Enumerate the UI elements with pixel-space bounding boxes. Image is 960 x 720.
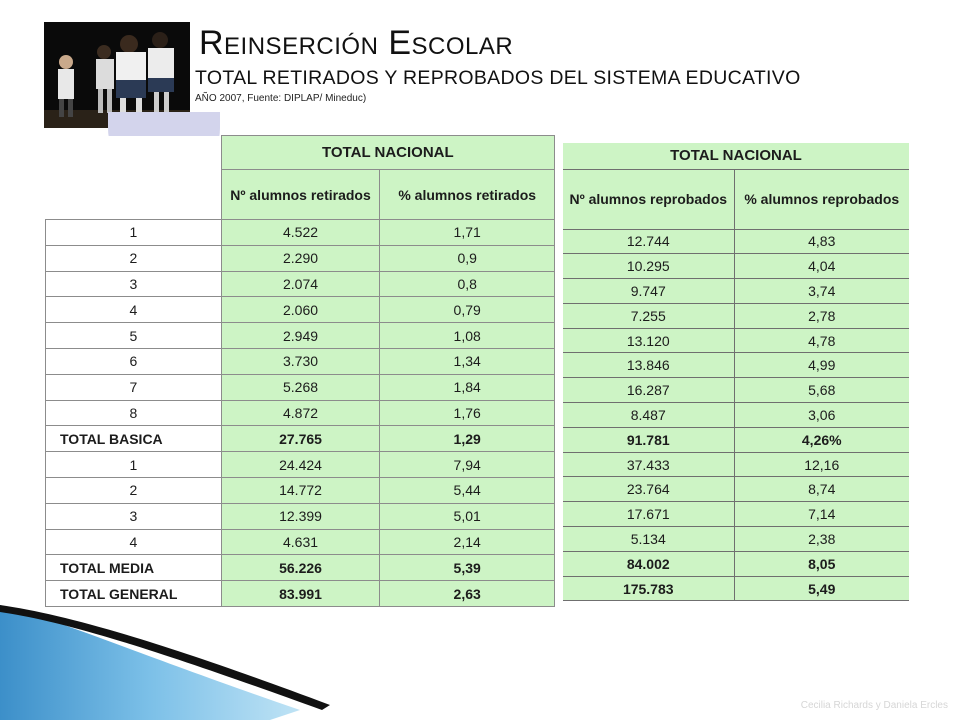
reprobados-count-cell: 13.120 bbox=[563, 328, 734, 353]
table-corner-blank bbox=[46, 136, 222, 220]
retirados-percent-cell: 5,01 bbox=[380, 503, 555, 529]
reprobados-percent-cell: 8,74 bbox=[734, 477, 909, 502]
table-row bbox=[46, 426, 555, 452]
table-row bbox=[46, 374, 555, 400]
table-row bbox=[46, 220, 555, 246]
row-label: TOTAL MEDIA bbox=[46, 555, 222, 581]
table-row bbox=[46, 297, 555, 323]
row-label: 7 bbox=[46, 374, 222, 400]
reprobados-count-cell: 84.002 bbox=[563, 551, 734, 576]
table-row bbox=[46, 452, 555, 478]
row-label: 4 bbox=[46, 297, 222, 323]
reprobados-count-cell: 16.287 bbox=[563, 378, 734, 403]
retirados-percent-cell: 1,84 bbox=[380, 374, 555, 400]
retirados-count-cell: 27.765 bbox=[221, 426, 380, 452]
retirados-count-cell: 56.226 bbox=[221, 555, 380, 581]
row-label: 2 bbox=[46, 245, 222, 271]
retirados-count-cell: 2.074 bbox=[221, 271, 380, 297]
retirados-percent-cell: 1,08 bbox=[380, 323, 555, 349]
retirados-percent-cell: 0,79 bbox=[380, 297, 555, 323]
reprobados-body bbox=[563, 229, 909, 601]
reprobados-count-cell: 13.846 bbox=[563, 353, 734, 378]
retirados-count-cell: 5.268 bbox=[221, 374, 380, 400]
reprobados-count-cell: 23.764 bbox=[563, 477, 734, 502]
table-row bbox=[563, 229, 909, 254]
retirados-count-cell: 24.424 bbox=[221, 452, 380, 478]
reprobados-percent-cell: 12,16 bbox=[734, 452, 909, 477]
retirados-count-cell: 3.730 bbox=[221, 348, 380, 374]
reprobados-col-percent: % alumnos reprobados bbox=[734, 169, 909, 229]
reprobados-percent-cell: 2,38 bbox=[734, 527, 909, 552]
reprobados-count-cell: 91.781 bbox=[563, 427, 734, 452]
reprobados-count-cell: 10.295 bbox=[563, 254, 734, 279]
reprobados-count-cell: 37.433 bbox=[563, 452, 734, 477]
reprobados-percent-cell: 3,06 bbox=[734, 403, 909, 428]
table-row bbox=[563, 502, 909, 527]
row-label: TOTAL BASICA bbox=[46, 426, 222, 452]
table-row bbox=[46, 477, 555, 503]
footer-credit: Cecilia Richards y Daniela Ercles bbox=[800, 700, 948, 711]
table-row bbox=[563, 477, 909, 502]
table-row bbox=[46, 400, 555, 426]
reprobados-percent-cell: 4,78 bbox=[734, 328, 909, 353]
reprobados-percent-cell: 2,78 bbox=[734, 303, 909, 328]
row-label: 6 bbox=[46, 348, 222, 374]
reprobados-percent-cell: 5,49 bbox=[734, 576, 909, 601]
reprobados-table bbox=[563, 143, 909, 601]
table-row bbox=[46, 503, 555, 529]
retirados-count-cell: 14.772 bbox=[221, 477, 380, 503]
retirados-count-cell: 83.991 bbox=[221, 581, 380, 607]
reprobados-count-cell: 17.671 bbox=[563, 502, 734, 527]
table-row bbox=[563, 378, 909, 403]
row-label: 3 bbox=[46, 271, 222, 297]
row-label: 1 bbox=[46, 452, 222, 478]
table-row bbox=[563, 254, 909, 279]
retirados-col-percent: % alumnos retirados bbox=[380, 170, 555, 220]
table-row bbox=[46, 323, 555, 349]
retirados-count-cell: 4.872 bbox=[221, 400, 380, 426]
table-row bbox=[46, 529, 555, 555]
table-row bbox=[563, 551, 909, 576]
retirados-col-count: Nº alumnos retirados bbox=[221, 170, 380, 220]
reprobados-count-cell: 9.747 bbox=[563, 279, 734, 304]
retirados-percent-cell: 5,39 bbox=[380, 555, 555, 581]
table-row bbox=[563, 279, 909, 304]
reprobados-count-cell: 5.134 bbox=[563, 527, 734, 552]
retirados-table bbox=[45, 135, 555, 607]
reprobados-percent-cell: 4,04 bbox=[734, 254, 909, 279]
table-row bbox=[46, 271, 555, 297]
table-row bbox=[563, 427, 909, 452]
retirados-count-cell: 12.399 bbox=[221, 503, 380, 529]
table-row bbox=[563, 403, 909, 428]
row-label: 5 bbox=[46, 323, 222, 349]
table-row bbox=[563, 576, 909, 601]
row-label: 3 bbox=[46, 503, 222, 529]
table-row bbox=[563, 303, 909, 328]
retirados-count-cell: 2.290 bbox=[221, 245, 380, 271]
row-label: 4 bbox=[46, 529, 222, 555]
retirados-percent-cell: 0,9 bbox=[380, 245, 555, 271]
retirados-percent-cell: 5,44 bbox=[380, 477, 555, 503]
reprobados-count-cell: 175.783 bbox=[563, 576, 734, 601]
table-row bbox=[563, 527, 909, 552]
retirados-count-cell: 2.949 bbox=[221, 323, 380, 349]
table-row bbox=[563, 353, 909, 378]
reprobados-percent-cell: 4,99 bbox=[734, 353, 909, 378]
retirados-header: TOTAL NACIONAL bbox=[221, 136, 554, 170]
retirados-percent-cell: 7,94 bbox=[380, 452, 555, 478]
reprobados-count-cell: 8.487 bbox=[563, 403, 734, 428]
table-row bbox=[46, 348, 555, 374]
retirados-percent-cell: 0,8 bbox=[380, 271, 555, 297]
retirados-percent-cell: 2,63 bbox=[380, 581, 555, 607]
retirados-percent-cell: 1,34 bbox=[380, 348, 555, 374]
page-subtitle: TOTAL RETIRADOS Y REPROBADOS DEL SISTEMA EDUCATIVO bbox=[195, 67, 801, 89]
decorative-swoosh bbox=[0, 560, 330, 720]
retirados-percent-cell: 1,71 bbox=[380, 220, 555, 246]
retirados-body bbox=[46, 220, 555, 607]
reprobados-percent-cell: 5,68 bbox=[734, 378, 909, 403]
reprobados-percent-cell: 7,14 bbox=[734, 502, 909, 527]
row-label: 1 bbox=[46, 220, 222, 246]
retirados-count-cell: 2.060 bbox=[221, 297, 380, 323]
retirados-count-cell: 4.522 bbox=[221, 220, 380, 246]
row-label: 2 bbox=[46, 477, 222, 503]
reprobados-percent-cell: 3,74 bbox=[734, 279, 909, 304]
reprobados-col-count: Nº alumnos reprobados bbox=[563, 169, 734, 229]
table-row bbox=[563, 328, 909, 353]
source-note: AÑO 2007, Fuente: DIPLAP/ Mineduc) bbox=[195, 93, 367, 104]
row-label: TOTAL GENERAL bbox=[46, 581, 222, 607]
reprobados-count-cell: 12.744 bbox=[563, 229, 734, 254]
reprobados-count-cell: 7.255 bbox=[563, 303, 734, 328]
page-title: Reinserción Escolar bbox=[199, 24, 514, 62]
reprobados-percent-cell: 4,26% bbox=[734, 427, 909, 452]
table-row bbox=[563, 452, 909, 477]
retirados-count-cell: 4.631 bbox=[221, 529, 380, 555]
table-row bbox=[46, 245, 555, 271]
retirados-percent-cell: 1,76 bbox=[380, 400, 555, 426]
reprobados-percent-cell: 8,05 bbox=[734, 551, 909, 576]
reprobados-percent-cell: 4,83 bbox=[734, 229, 909, 254]
retirados-percent-cell: 2,14 bbox=[380, 529, 555, 555]
row-label: 8 bbox=[46, 400, 222, 426]
reprobados-header: TOTAL NACIONAL bbox=[563, 143, 909, 169]
retirados-percent-cell: 1,29 bbox=[380, 426, 555, 452]
